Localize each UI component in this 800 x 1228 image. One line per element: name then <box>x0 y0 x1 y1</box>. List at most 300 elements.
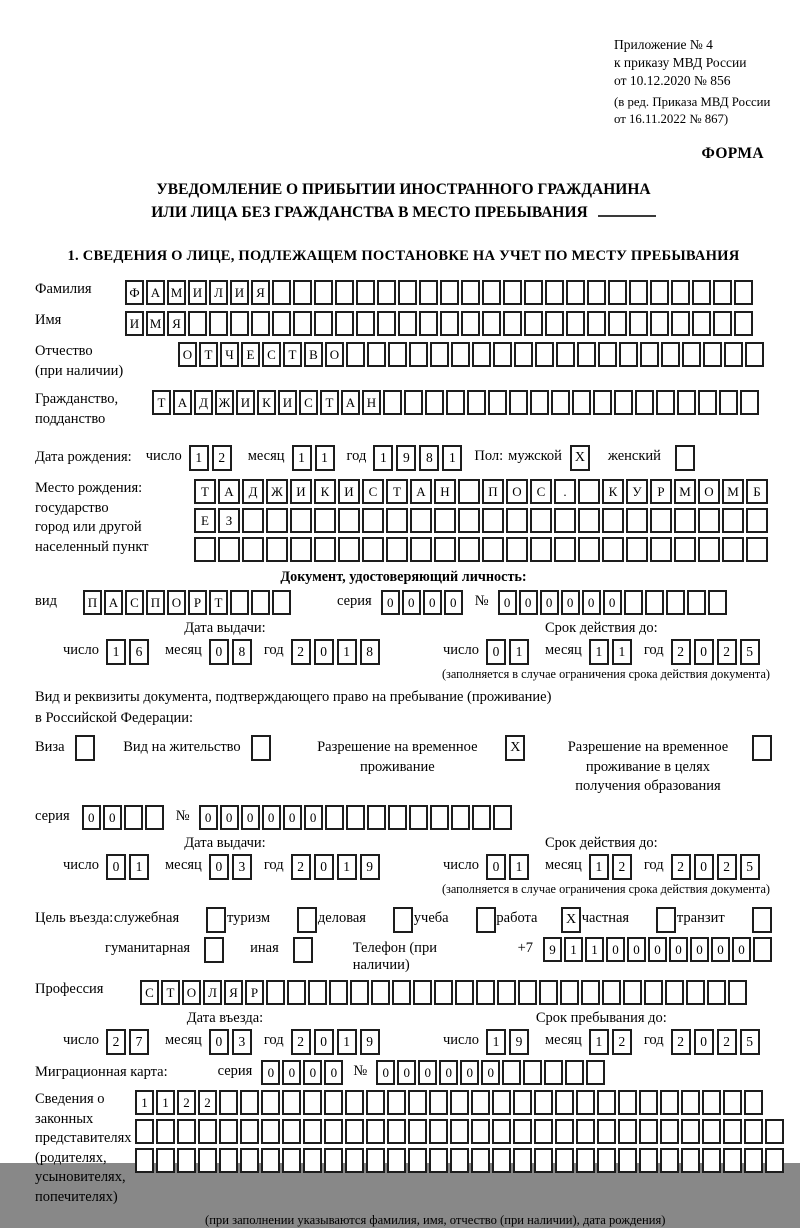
char-cell[interactable] <box>554 508 576 533</box>
char-cell[interactable] <box>303 1090 322 1115</box>
char-cell[interactable]: И <box>125 311 144 336</box>
char-cell[interactable] <box>626 537 648 562</box>
char-cell[interactable] <box>702 1148 721 1173</box>
char-cell[interactable] <box>303 1148 322 1173</box>
char-cell[interactable] <box>524 311 543 336</box>
char-cell[interactable]: 0 <box>486 854 506 880</box>
char-cell[interactable] <box>471 1119 490 1144</box>
char-cell[interactable] <box>287 980 306 1005</box>
char-cell[interactable]: С <box>362 479 384 504</box>
char-cell[interactable] <box>534 1119 553 1144</box>
char-cell[interactable]: Д <box>194 390 213 415</box>
char-cell[interactable] <box>482 537 504 562</box>
char-cell[interactable] <box>572 390 591 415</box>
char-cell[interactable] <box>681 1148 700 1173</box>
char-cell[interactable]: Т <box>194 479 216 504</box>
char-cell[interactable] <box>156 1119 175 1144</box>
char-cell[interactable] <box>681 1119 700 1144</box>
char-cell[interactable] <box>338 508 360 533</box>
char-cell[interactable]: А <box>218 479 240 504</box>
char-cell[interactable] <box>513 1119 532 1144</box>
char-cell[interactable]: Е <box>194 508 216 533</box>
char-cell[interactable] <box>660 1090 679 1115</box>
char-cell[interactable]: 1 <box>612 639 632 665</box>
char-cell[interactable] <box>366 1148 385 1173</box>
char-cell[interactable]: Ж <box>266 479 288 504</box>
char-cell[interactable] <box>597 1090 616 1115</box>
char-cell[interactable] <box>430 805 449 830</box>
char-cell[interactable]: Я <box>251 280 270 305</box>
char-cell[interactable] <box>492 1119 511 1144</box>
char-cell[interactable] <box>524 280 543 305</box>
char-cell[interactable]: О <box>325 342 344 367</box>
char-cell[interactable]: 2 <box>177 1090 196 1115</box>
char-cell[interactable] <box>650 508 672 533</box>
char-cell[interactable]: 1 <box>337 1029 357 1055</box>
char-cell[interactable]: 0 <box>209 1029 229 1055</box>
char-cell[interactable] <box>356 311 375 336</box>
char-cell[interactable] <box>261 1119 280 1144</box>
char-cell[interactable] <box>434 508 456 533</box>
char-cell[interactable]: Я <box>167 311 186 336</box>
char-cell[interactable]: Д <box>242 479 264 504</box>
char-cell[interactable]: И <box>188 280 207 305</box>
char-cell[interactable] <box>335 280 354 305</box>
char-cell[interactable]: 9 <box>396 445 416 471</box>
char-cell[interactable]: 2 <box>717 1029 737 1055</box>
char-cell[interactable] <box>587 280 606 305</box>
char-cell[interactable] <box>434 537 456 562</box>
char-cell[interactable]: 1 <box>486 1029 506 1055</box>
char-cell[interactable] <box>602 537 624 562</box>
char-cell[interactable]: 1 <box>564 937 583 962</box>
char-cell[interactable] <box>514 342 533 367</box>
char-cell[interactable]: М <box>146 311 165 336</box>
char-cell[interactable]: 6 <box>129 639 149 665</box>
char-cell[interactable]: С <box>140 980 159 1005</box>
char-cell[interactable] <box>419 280 438 305</box>
char-cell[interactable] <box>723 1090 742 1115</box>
char-cell[interactable] <box>314 508 336 533</box>
char-cell[interactable]: 1 <box>156 1090 175 1115</box>
char-cell[interactable] <box>722 508 744 533</box>
char-cell[interactable]: 9 <box>360 1029 380 1055</box>
char-cell[interactable] <box>513 1148 532 1173</box>
char-cell[interactable] <box>386 537 408 562</box>
char-cell[interactable] <box>458 479 480 504</box>
char-cell[interactable] <box>362 508 384 533</box>
char-cell[interactable]: 1 <box>129 854 149 880</box>
char-cell[interactable] <box>251 311 270 336</box>
char-cell[interactable] <box>576 1119 595 1144</box>
char-cell[interactable]: 0 <box>540 590 559 615</box>
char-cell[interactable]: 1 <box>292 445 312 471</box>
char-cell[interactable]: 0 <box>304 805 323 830</box>
char-cell[interactable] <box>419 311 438 336</box>
char-cell[interactable] <box>660 1148 679 1173</box>
char-cell[interactable] <box>635 390 654 415</box>
char-cell[interactable]: 8 <box>419 445 439 471</box>
char-cell[interactable] <box>608 311 627 336</box>
char-cell[interactable]: 0 <box>262 805 281 830</box>
char-cell[interactable] <box>488 390 507 415</box>
char-cell[interactable] <box>698 390 717 415</box>
char-cell[interactable] <box>325 805 344 830</box>
char-cell[interactable] <box>345 1090 364 1115</box>
char-cell[interactable] <box>629 280 648 305</box>
char-cell[interactable]: 2 <box>291 1029 311 1055</box>
char-cell[interactable] <box>272 311 291 336</box>
sex-female-checkbox[interactable] <box>675 445 695 471</box>
char-cell[interactable]: 0 <box>376 1060 395 1085</box>
char-cell[interactable]: 2 <box>612 854 632 880</box>
char-cell[interactable] <box>338 537 360 562</box>
char-cell[interactable] <box>492 1090 511 1115</box>
char-cell[interactable]: 0 <box>561 590 580 615</box>
char-cell[interactable] <box>576 1090 595 1115</box>
char-cell[interactable] <box>404 390 423 415</box>
char-cell[interactable]: Л <box>209 280 228 305</box>
char-cell[interactable] <box>530 508 552 533</box>
char-cell[interactable]: У <box>626 479 648 504</box>
char-cell[interactable]: 5 <box>740 1029 760 1055</box>
char-cell[interactable] <box>472 342 491 367</box>
char-cell[interactable] <box>656 390 675 415</box>
char-cell[interactable]: 0 <box>397 1060 416 1085</box>
char-cell[interactable]: 0 <box>519 590 538 615</box>
char-cell[interactable] <box>746 508 768 533</box>
char-cell[interactable] <box>535 342 554 367</box>
char-cell[interactable] <box>578 479 600 504</box>
char-cell[interactable]: В <box>304 342 323 367</box>
char-cell[interactable] <box>356 280 375 305</box>
char-cell[interactable] <box>539 980 558 1005</box>
char-cell[interactable] <box>545 311 564 336</box>
char-cell[interactable] <box>708 590 727 615</box>
char-cell[interactable]: 0 <box>314 854 334 880</box>
char-cell[interactable]: И <box>290 479 312 504</box>
char-cell[interactable] <box>346 342 365 367</box>
sex-male-checkbox[interactable]: X <box>570 445 590 471</box>
char-cell[interactable]: 9 <box>509 1029 529 1055</box>
char-cell[interactable] <box>618 1119 637 1144</box>
char-cell[interactable]: Б <box>746 479 768 504</box>
char-cell[interactable] <box>765 1119 784 1144</box>
char-cell[interactable]: Л <box>203 980 222 1005</box>
char-cell[interactable]: 1 <box>589 1029 609 1055</box>
char-cell[interactable] <box>471 1148 490 1173</box>
char-cell[interactable] <box>534 1148 553 1173</box>
char-cell[interactable]: 2 <box>212 445 232 471</box>
char-cell[interactable]: К <box>602 479 624 504</box>
char-cell[interactable] <box>293 280 312 305</box>
char-cell[interactable] <box>324 1119 343 1144</box>
char-cell[interactable]: Ж <box>215 390 234 415</box>
char-cell[interactable] <box>386 508 408 533</box>
char-cell[interactable]: 0 <box>402 590 421 615</box>
char-cell[interactable] <box>687 590 706 615</box>
char-cell[interactable] <box>472 805 491 830</box>
char-cell[interactable] <box>503 311 522 336</box>
char-cell[interactable] <box>350 980 369 1005</box>
char-cell[interactable]: Т <box>161 980 180 1005</box>
char-cell[interactable]: 0 <box>82 805 101 830</box>
char-cell[interactable] <box>560 980 579 1005</box>
char-cell[interactable] <box>266 537 288 562</box>
char-cell[interactable]: 3 <box>232 854 252 880</box>
char-cell[interactable] <box>367 342 386 367</box>
char-cell[interactable] <box>450 1148 469 1173</box>
char-cell[interactable] <box>578 508 600 533</box>
char-cell[interactable]: 0 <box>423 590 442 615</box>
char-cell[interactable]: Е <box>241 342 260 367</box>
char-cell[interactable]: Н <box>362 390 381 415</box>
char-cell[interactable] <box>555 1119 574 1144</box>
char-cell[interactable] <box>624 590 643 615</box>
char-cell[interactable]: 0 <box>648 937 667 962</box>
char-cell[interactable]: 0 <box>314 639 334 665</box>
char-cell[interactable] <box>650 280 669 305</box>
char-cell[interactable] <box>371 980 390 1005</box>
char-cell[interactable]: . <box>554 479 576 504</box>
char-cell[interactable] <box>308 980 327 1005</box>
char-cell[interactable] <box>545 280 564 305</box>
char-cell[interactable] <box>744 1090 763 1115</box>
temp-residence-checkbox[interactable]: X <box>505 735 525 761</box>
char-cell[interactable] <box>518 980 537 1005</box>
char-cell[interactable]: 0 <box>669 937 688 962</box>
char-cell[interactable] <box>314 280 333 305</box>
char-cell[interactable] <box>671 311 690 336</box>
char-cell[interactable]: 0 <box>498 590 517 615</box>
char-cell[interactable] <box>744 1148 763 1173</box>
char-cell[interactable] <box>482 280 501 305</box>
char-cell[interactable] <box>219 1090 238 1115</box>
char-cell[interactable] <box>429 1119 448 1144</box>
char-cell[interactable]: 1 <box>135 1090 154 1115</box>
char-cell[interactable]: 0 <box>209 639 229 665</box>
char-cell[interactable]: 2 <box>198 1090 217 1115</box>
char-cell[interactable] <box>408 1119 427 1144</box>
char-cell[interactable]: К <box>314 479 336 504</box>
char-cell[interactable]: 7 <box>129 1029 149 1055</box>
char-cell[interactable] <box>198 1119 217 1144</box>
char-cell[interactable]: Т <box>283 342 302 367</box>
char-cell[interactable] <box>744 1119 763 1144</box>
char-cell[interactable] <box>626 508 648 533</box>
char-cell[interactable]: О <box>178 342 197 367</box>
char-cell[interactable]: 0 <box>732 937 751 962</box>
char-cell[interactable]: А <box>173 390 192 415</box>
char-cell[interactable] <box>597 1119 616 1144</box>
char-cell[interactable] <box>410 537 432 562</box>
char-cell[interactable] <box>692 280 711 305</box>
char-cell[interactable] <box>666 590 685 615</box>
char-cell[interactable]: 0 <box>694 1029 714 1055</box>
purpose-official-checkbox[interactable] <box>206 907 226 933</box>
char-cell[interactable] <box>713 311 732 336</box>
char-cell[interactable]: 0 <box>460 1060 479 1085</box>
char-cell[interactable] <box>713 280 732 305</box>
char-cell[interactable] <box>188 311 207 336</box>
char-cell[interactable] <box>698 508 720 533</box>
char-cell[interactable] <box>677 390 696 415</box>
char-cell[interactable] <box>493 805 512 830</box>
char-cell[interactable]: 1 <box>189 445 209 471</box>
char-cell[interactable] <box>425 390 444 415</box>
purpose-humanitarian-checkbox[interactable] <box>204 937 224 963</box>
purpose-study-checkbox[interactable] <box>476 907 496 933</box>
char-cell[interactable] <box>458 508 480 533</box>
char-cell[interactable] <box>723 1148 742 1173</box>
char-cell[interactable]: 8 <box>360 639 380 665</box>
char-cell[interactable] <box>290 537 312 562</box>
char-cell[interactable] <box>290 508 312 533</box>
char-cell[interactable] <box>566 280 585 305</box>
char-cell[interactable]: Т <box>199 342 218 367</box>
char-cell[interactable] <box>587 311 606 336</box>
char-cell[interactable] <box>451 805 470 830</box>
char-cell[interactable] <box>346 805 365 830</box>
char-cell[interactable] <box>493 342 512 367</box>
char-cell[interactable]: 2 <box>717 854 737 880</box>
char-cell[interactable] <box>674 508 696 533</box>
char-cell[interactable]: М <box>722 479 744 504</box>
char-cell[interactable]: 1 <box>509 639 529 665</box>
char-cell[interactable]: 2 <box>106 1029 126 1055</box>
char-cell[interactable]: П <box>83 590 102 615</box>
char-cell[interactable] <box>261 1148 280 1173</box>
char-cell[interactable] <box>467 390 486 415</box>
char-cell[interactable] <box>482 508 504 533</box>
char-cell[interactable]: 2 <box>291 854 311 880</box>
char-cell[interactable] <box>746 537 768 562</box>
char-cell[interactable] <box>503 280 522 305</box>
char-cell[interactable]: 0 <box>694 854 714 880</box>
char-cell[interactable] <box>753 937 772 962</box>
char-cell[interactable]: П <box>146 590 165 615</box>
char-cell[interactable] <box>461 280 480 305</box>
char-cell[interactable] <box>650 311 669 336</box>
char-cell[interactable]: 0 <box>481 1060 500 1085</box>
char-cell[interactable]: 2 <box>671 854 691 880</box>
char-cell[interactable] <box>387 1119 406 1144</box>
char-cell[interactable] <box>740 390 759 415</box>
char-cell[interactable]: 3 <box>232 1029 252 1055</box>
char-cell[interactable]: 1 <box>337 639 357 665</box>
char-cell[interactable]: 0 <box>486 639 506 665</box>
char-cell[interactable]: 0 <box>606 937 625 962</box>
char-cell[interactable]: П <box>482 479 504 504</box>
char-cell[interactable]: 0 <box>261 1060 280 1085</box>
char-cell[interactable] <box>555 1148 574 1173</box>
char-cell[interactable] <box>765 1148 784 1173</box>
char-cell[interactable] <box>619 342 638 367</box>
char-cell[interactable] <box>377 311 396 336</box>
char-cell[interactable] <box>639 1148 658 1173</box>
char-cell[interactable] <box>124 805 143 830</box>
char-cell[interactable]: И <box>338 479 360 504</box>
char-cell[interactable] <box>324 1148 343 1173</box>
char-cell[interactable] <box>324 1090 343 1115</box>
char-cell[interactable] <box>314 537 336 562</box>
char-cell[interactable]: 0 <box>694 639 714 665</box>
char-cell[interactable]: 0 <box>439 1060 458 1085</box>
char-cell[interactable] <box>388 805 407 830</box>
char-cell[interactable] <box>645 590 664 615</box>
char-cell[interactable] <box>377 280 396 305</box>
char-cell[interactable] <box>639 1119 658 1144</box>
char-cell[interactable] <box>335 311 354 336</box>
char-cell[interactable]: 0 <box>582 590 601 615</box>
char-cell[interactable] <box>242 537 264 562</box>
char-cell[interactable] <box>614 390 633 415</box>
char-cell[interactable] <box>409 342 428 367</box>
char-cell[interactable] <box>660 1119 679 1144</box>
char-cell[interactable]: Т <box>386 479 408 504</box>
char-cell[interactable]: С <box>299 390 318 415</box>
char-cell[interactable] <box>230 590 249 615</box>
char-cell[interactable]: Р <box>245 980 264 1005</box>
char-cell[interactable]: 8 <box>232 639 252 665</box>
char-cell[interactable]: 0 <box>241 805 260 830</box>
char-cell[interactable] <box>451 342 470 367</box>
purpose-transit-checkbox[interactable] <box>752 907 772 933</box>
char-cell[interactable] <box>429 1090 448 1115</box>
char-cell[interactable] <box>345 1148 364 1173</box>
char-cell[interactable] <box>387 1148 406 1173</box>
char-cell[interactable]: О <box>182 980 201 1005</box>
char-cell[interactable] <box>266 508 288 533</box>
char-cell[interactable]: Р <box>650 479 672 504</box>
char-cell[interactable] <box>450 1090 469 1115</box>
char-cell[interactable] <box>272 590 291 615</box>
char-cell[interactable] <box>314 311 333 336</box>
char-cell[interactable]: З <box>218 508 240 533</box>
char-cell[interactable] <box>565 1060 584 1085</box>
char-cell[interactable] <box>219 1119 238 1144</box>
char-cell[interactable]: И <box>278 390 297 415</box>
char-cell[interactable] <box>471 1090 490 1115</box>
char-cell[interactable] <box>554 537 576 562</box>
char-cell[interactable] <box>455 980 474 1005</box>
char-cell[interactable] <box>681 1090 700 1115</box>
char-cell[interactable]: 1 <box>509 854 529 880</box>
char-cell[interactable] <box>218 537 240 562</box>
char-cell[interactable] <box>329 980 348 1005</box>
char-cell[interactable] <box>530 537 552 562</box>
char-cell[interactable] <box>502 1060 521 1085</box>
char-cell[interactable]: Ф <box>125 280 144 305</box>
char-cell[interactable]: Т <box>320 390 339 415</box>
char-cell[interactable] <box>282 1148 301 1173</box>
char-cell[interactable] <box>261 1090 280 1115</box>
char-cell[interactable]: 0 <box>103 805 122 830</box>
char-cell[interactable]: 0 <box>418 1060 437 1085</box>
char-cell[interactable]: 0 <box>444 590 463 615</box>
char-cell[interactable]: Т <box>152 390 171 415</box>
char-cell[interactable] <box>719 390 738 415</box>
char-cell[interactable]: 0 <box>690 937 709 962</box>
char-cell[interactable]: 1 <box>589 854 609 880</box>
char-cell[interactable] <box>272 280 291 305</box>
char-cell[interactable]: 0 <box>303 1060 322 1085</box>
char-cell[interactable]: И <box>236 390 255 415</box>
char-cell[interactable]: С <box>530 479 552 504</box>
char-cell[interactable] <box>702 1090 721 1115</box>
char-cell[interactable] <box>576 1148 595 1173</box>
char-cell[interactable] <box>556 342 575 367</box>
